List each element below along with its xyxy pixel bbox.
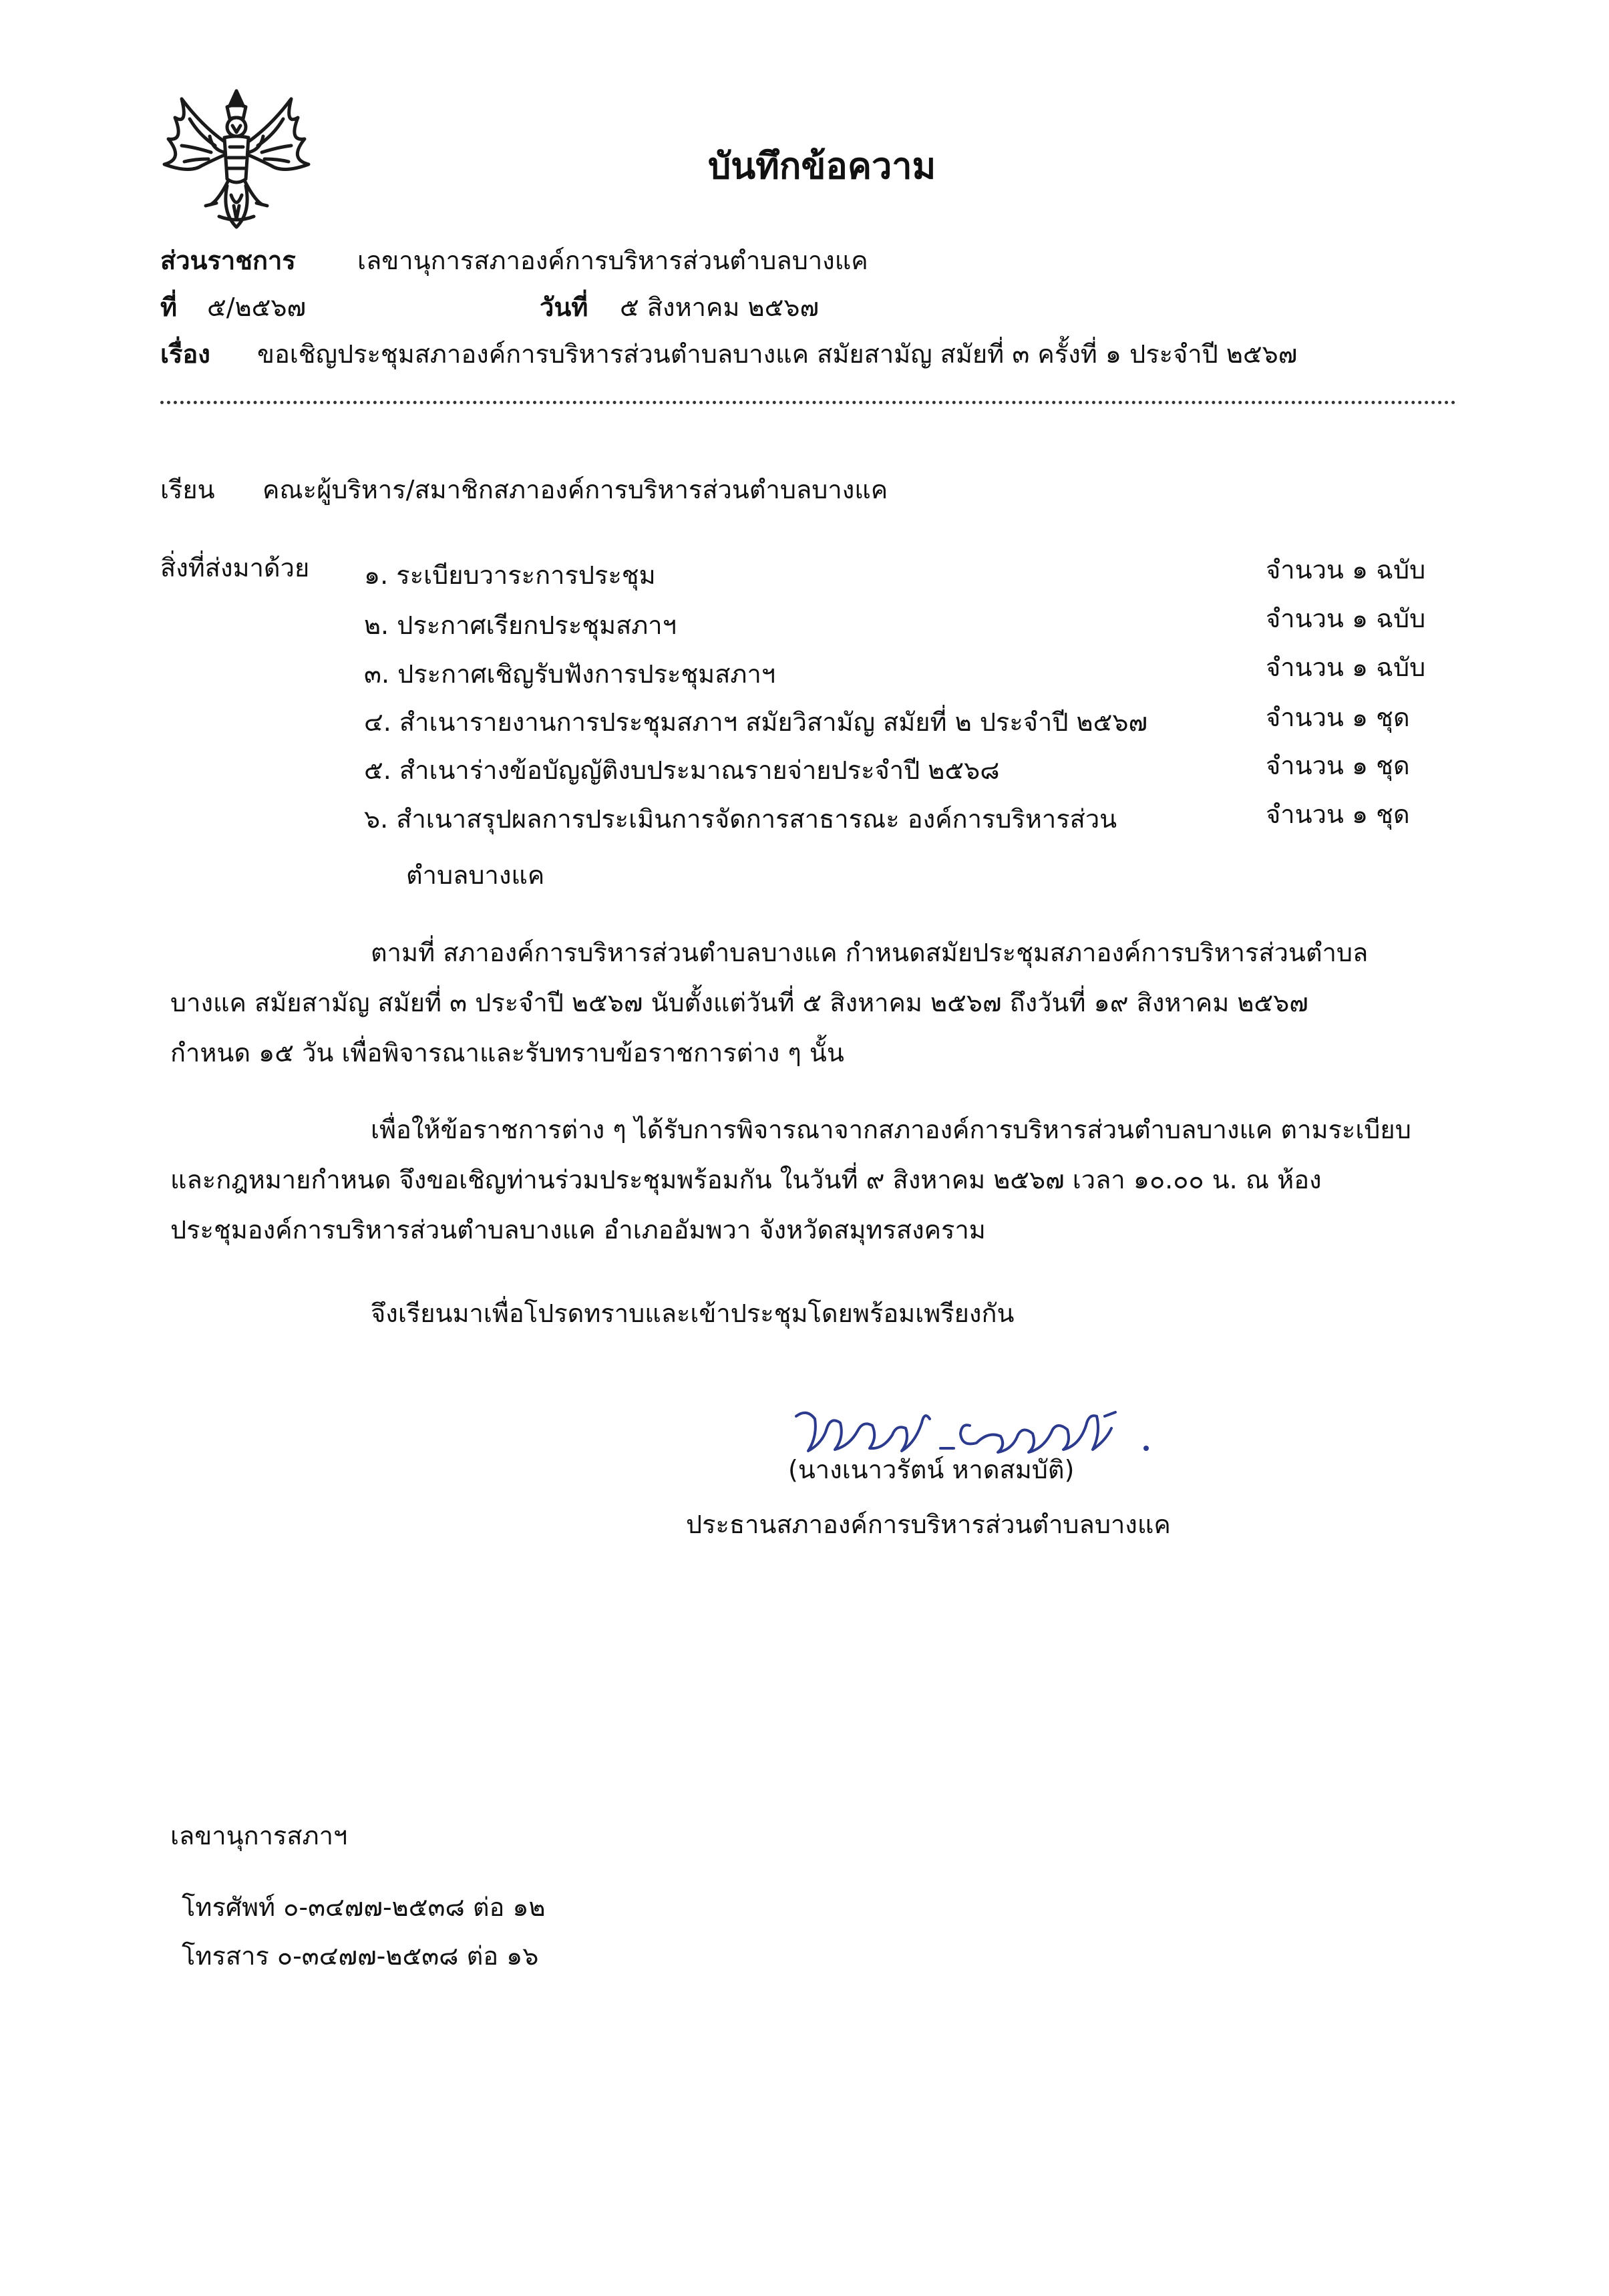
enclosure-item-2: ๒. ประกาศเรียกประชุมสภาฯ <box>364 611 677 640</box>
footer-office: เลขานุการสภาฯ <box>170 1821 348 1850</box>
signer-name: (นางเนาวรัตน์ หาดสมบัติ) <box>788 1455 1075 1484</box>
enclosure-qty-1: จำนวน ๑ ฉบับ <box>1266 555 1426 585</box>
paragraph-2-line-2: และกฎหมายกำหนด จึงขอเชิญท่านร่วมประชุมพร้อมกัน ในวันที่ ๙ สิงหาคม ๒๕๖๗ เวลา ๑๐.๐๐ น. ณ ห้อง <box>170 1165 1322 1194</box>
footer-phone: โทรศัพท์ ๐-๓๔๗๗-๒๕๓๘ ต่อ ๑๒ <box>182 1893 546 1922</box>
date-label: วันที่ <box>540 293 588 322</box>
paragraph-1-line-2: บางแค สมัยสามัญ สมัยที่ ๓ ประจำปี ๒๕๖๗ นับตั้งแต่วันที่ ๕ สิงหาคม ๒๕๖๗ ถึงวันที่ ๑๙ สิงหาคม ๒๕๖๗ <box>170 988 1308 1017</box>
enclosure-qty-2: จำนวน ๑ ฉบับ <box>1266 604 1426 633</box>
enclosure-item-6-continued: ตำบลบางแค <box>406 860 545 890</box>
enclosure-qty-6: จำนวน ๑ ชุด <box>1266 800 1410 829</box>
header-divider <box>160 401 1456 404</box>
addressee-value: คณะผู้บริหาร/สมาชิกสภาองค์การบริหารส่วนตำบลบางแค <box>262 475 888 504</box>
paragraph-2-line-1: เพื่อให้ข้อราชการต่าง ๆ ได้รับการพิจารณาจากสภาองค์การบริหารส่วนตำบลบางแค ตามระเบียบ <box>371 1115 1411 1144</box>
agency-label: ส่วนราชการ <box>160 246 296 275</box>
paragraph-1-line-1: ตามที่ สภาองค์การบริหารส่วนตำบลบางแค กำหนดสมัยประชุมสภาองค์การบริหารส่วนตำบล <box>371 938 1369 967</box>
subject-label: เรื่อง <box>160 339 210 369</box>
date-value: ๕ สิงหาคม ๒๕๖๗ <box>620 293 820 322</box>
enclosure-item-3: ๓. ประกาศเชิญรับฟังการประชุมสภาฯ <box>364 659 776 689</box>
enclosures-label: สิ่งที่ส่งมาด้วย <box>160 553 310 583</box>
enclosure-item-6: ๖. สำเนาสรุปผลการประเมินการจัดการสาธารณะ องค์การบริหารส่วน <box>364 804 1117 834</box>
garuda-emblem-icon <box>155 86 319 232</box>
enclosure-qty-4: จำนวน ๑ ชุด <box>1266 703 1410 732</box>
closing-line: จึงเรียนมาเพื่อโปรดทราบและเข้าประชุมโดยพร้อมเพรียงกัน <box>371 1299 1015 1328</box>
agency-value: เลขานุการสภาองค์การบริหารส่วนตำบลบางแค <box>357 246 868 275</box>
signer-position: ประธานสภาองค์การบริหารส่วนตำบลบางแค <box>686 1510 1171 1539</box>
ref-label: ที่ <box>160 293 178 322</box>
memo-title: บันทึกข้อความ <box>708 145 936 187</box>
enclosure-qty-3: จำนวน ๑ ฉบับ <box>1266 653 1426 682</box>
enclosure-item-1: ๑. ระเบียบวาระการประชุม <box>364 560 656 590</box>
paragraph-1-line-3: กำหนด ๑๕ วัน เพื่อพิจารณาและรับทราบข้อราชการต่าง ๆ นั้น <box>170 1038 844 1068</box>
subject-value: ขอเชิญประชุมสภาองค์การบริหารส่วนตำบลบางแค สมัยสามัญ สมัยที่ ๓ ครั้งที่ ๑ ประจำปี ๒๕๖๗ <box>257 339 1298 369</box>
footer-fax: โทรสาร ๐-๓๔๗๗-๒๕๓๘ ต่อ ๑๖ <box>182 1941 539 1971</box>
paragraph-2-line-3: ประชุมองค์การบริหารส่วนตำบลบางแค อำเภออัมพวา จังหวัดสมุทรสงคราม <box>170 1215 986 1245</box>
enclosure-qty-5: จำนวน ๑ ชุด <box>1266 751 1410 780</box>
addressee-label: เรียน <box>160 475 215 504</box>
enclosure-item-4: ๔. สำเนารายงานการประชุมสภาฯ สมัยวิสามัญ สมัยที่ ๒ ประจำปี ๒๕๖๗ <box>364 707 1148 737</box>
enclosure-item-5: ๕. สำเนาร่างข้อบัญญัติงบประมาณรายจ่ายประจำปี ๒๕๖๘ <box>364 756 1000 785</box>
ref-value: ๕/๒๕๖๗ <box>207 293 307 322</box>
